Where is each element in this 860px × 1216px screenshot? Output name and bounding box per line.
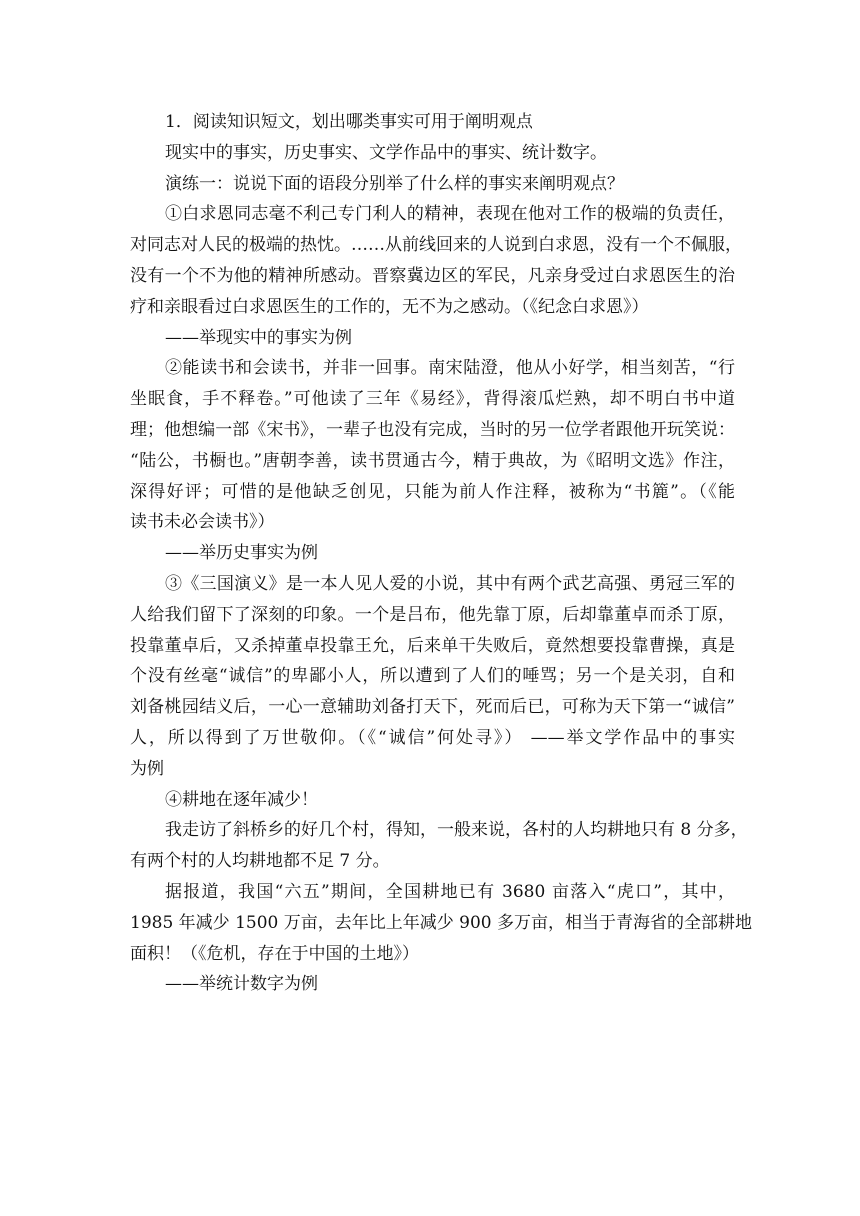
example-2-line-3: 理；他想编一部《宋书》，一辈子也没有完成，当时的另一位学者跟他开玩笑说：	[130, 419, 735, 440]
example-2-line-1: ②能读书和会读书，并非一回事。南宋陆澄，他从小好学，相当刻苦，“行	[165, 358, 735, 379]
example-3-line-6: 人，所以得到了万世敬仰。（《“诚信”何处寻》） ——举文学作品中的事实	[130, 727, 735, 748]
example-3-line-4: 个没有丝毫“诚信”的卑鄙小人，所以遭到了人们的唾骂；另一个是关羽，自和	[130, 666, 735, 687]
section-heading: 1．阅读知识短文，划出哪类事实可用于阐明观点	[165, 112, 533, 132]
example-4-line-2: 有两个村的人均耕地都不足 7 分。	[130, 851, 390, 872]
example-4-line-4: 1985 年减少 1500 万亩，去年比上年减少 900 多万亩，相当于青海省的全部耕地	[130, 912, 752, 933]
document-body	[130, 107, 752, 1000]
example-2-line-4: “陆公，书橱也。”唐朝李善，读书贯通古今，精于典故，为《昭明文选》作注，	[130, 450, 735, 471]
example-4-answer: ——举统计数字为例	[165, 974, 318, 995]
example-1-answer: ——举现实中的事实为例	[165, 327, 352, 348]
example-1-line-4: 疗和亲眼看过白求恩医生的工作的，无不为之感动。（《纪念白求恩》）	[130, 296, 649, 317]
example-1-line-3: 没有一个不为他的精神所感动。晋察冀边区的军民，凡亲身受过白求恩医生的治	[130, 265, 735, 286]
example-2-answer: ——举历史事实为例	[165, 543, 318, 564]
example-1-line-1: ①白求恩同志毫不利己专门利人的精神，表现在他对工作的极端的负责任，	[165, 204, 735, 225]
example-2-line-2: 坐眠食，手不释卷。”可他读了三年《易经》，背得滚瓜烂熟，却不明白书中道	[130, 389, 735, 410]
example-4-line-1: 我走访了斜桥乡的好几个村，得知，一般来说，各村的人均耕地只有 8 分多，	[165, 820, 748, 841]
example-1-line-2: 对同志对人民的极端的热忱。……从前线回来的人说到白求恩，没有一个不佩服，	[130, 235, 742, 256]
example-4-line-5: 面积！（《危机，存在于中国的土地》）	[130, 943, 419, 964]
example-4-heading: ④耕地在逐年减少！	[165, 789, 318, 810]
example-3-line-1: ③《三国演义》是一本人见人爱的小说，其中有两个武艺高强、勇冠三军的	[165, 573, 735, 594]
exercise-prompt: 演练一：说说下面的语段分别举了什么样的事实来阐明观点？	[165, 173, 624, 194]
example-3-line-7: 为例	[130, 758, 164, 779]
example-4-line-3: 据报道，我国“六五”期间，全国耕地已有 3680 亩落入“虎口”，其中，	[165, 881, 735, 902]
example-2-line-6: 读书未必会读书》）	[130, 512, 275, 533]
example-3-line-2: 人给我们留下了深刻的印象。一个是吕布，他先靠丁原，后却靠董卓而杀丁原，	[130, 604, 735, 625]
example-2-line-5: 深得好评；可惜的是他缺乏创见，只能为前人作注释，被称为“书簏”。（《能	[130, 481, 735, 502]
example-3-line-5: 刘备桃园结义后，一心一意辅助刘备打天下，死而后已，可称为天下第一“诚信”	[130, 697, 735, 718]
example-3-line-3: 投靠董卓后，又杀掉董卓投靠王允，后来单干失败后，竟然想要投靠曹操，真是	[130, 635, 735, 656]
fact-types-line: 现实中的事实，历史事实、文学作品中的事实、统计数字。	[165, 142, 607, 163]
